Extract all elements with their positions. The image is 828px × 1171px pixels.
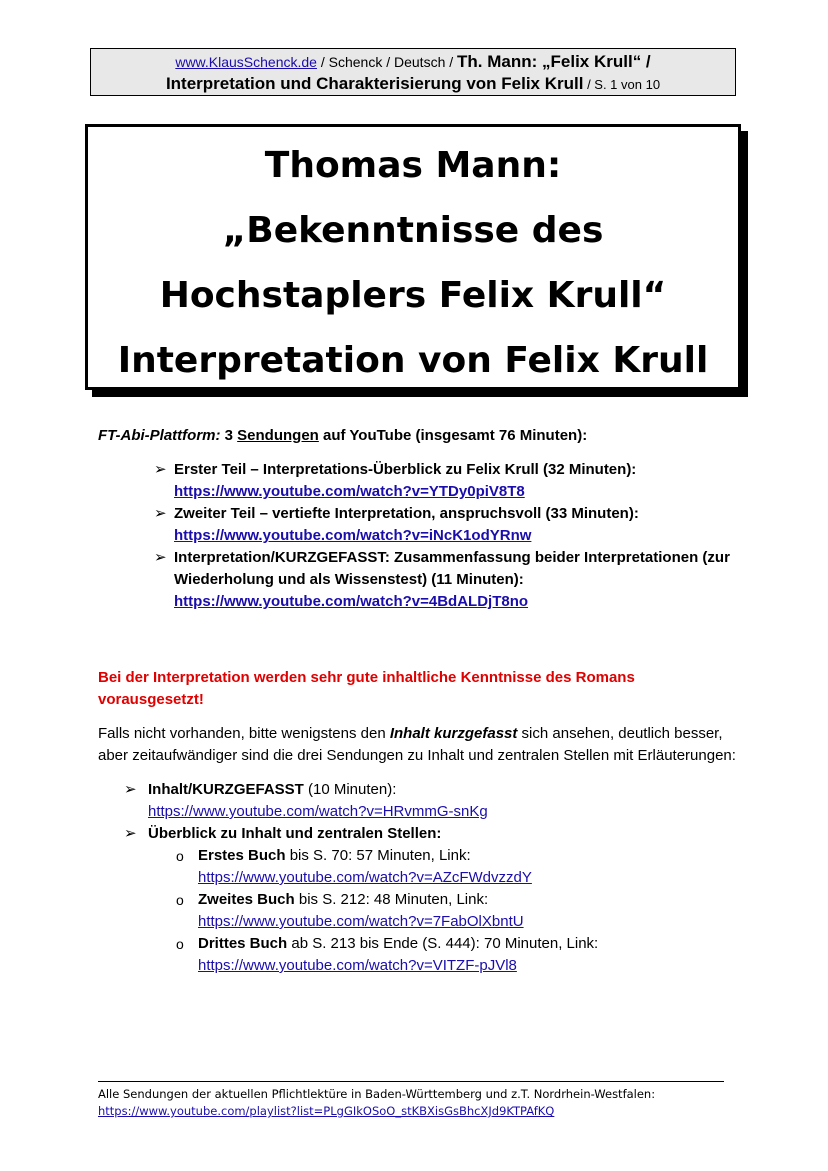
- item2-bold: Überblick zu Inhalt und zentralen Stellen:: [148, 825, 442, 842]
- video-1-text: Erster Teil – Interpretations-Überblick zu Felix Krull (32 Minuten):: [174, 461, 637, 478]
- item1-bold: Inhalt/KURZGEFASST: [148, 781, 304, 798]
- arrow-bullet-icon: ➢: [124, 781, 137, 798]
- video-2-text: Zweiter Teil – vertiefte Interpretation, anspruchsvoll (33 Minuten):: [174, 505, 639, 522]
- header-breadcrumb: / Schenck / Deutsch /: [316, 54, 458, 70]
- book-1-link[interactable]: https://www.youtube.com/watch?v=AZcFWdvzzdY: [198, 869, 532, 886]
- title-line-2: „Bekenntnisse des: [222, 210, 604, 251]
- site-link[interactable]: www.KlausSchenck.de: [175, 54, 317, 70]
- book-1-title: Erstes Buch: [198, 847, 286, 864]
- circle-bullet-icon: o: [176, 848, 184, 864]
- list-item: [154, 503, 738, 547]
- intro-line: [98, 425, 738, 447]
- page-header: [90, 48, 736, 96]
- book-list: [148, 845, 738, 977]
- book-2-info: bis S. 212: 48 Minuten, Link:: [294, 891, 489, 908]
- arrow-bullet-icon: ➢: [124, 825, 137, 842]
- title-box: [85, 124, 741, 390]
- main-content: [98, 425, 738, 977]
- page-footer: [98, 1081, 724, 1120]
- list-item: [124, 779, 738, 823]
- video-list: [98, 459, 738, 613]
- book-3-link[interactable]: https://www.youtube.com/watch?v=VITZF-pJVl8: [198, 957, 517, 974]
- arrow-bullet-icon: ➢: [154, 505, 167, 522]
- item1-link[interactable]: https://www.youtube.com/watch?v=HRvmmG-snKg: [148, 803, 488, 820]
- platform-label: FT-Abi-Plattform:: [98, 427, 221, 444]
- circle-bullet-icon: o: [176, 936, 184, 952]
- book-3-info: ab S. 213 bis Ende (S. 444): 70 Minuten, Link:: [287, 935, 599, 952]
- arrow-bullet-icon: ➢: [154, 549, 167, 566]
- list-item: [154, 459, 738, 503]
- video-3-text: Interpretation/KURZGEFASST: Zusammenfassung beider Interpretationen (zur Wiederholung und als Wissenstest) (11 Minuten):: [174, 549, 730, 588]
- video-3-link[interactable]: https://www.youtube.com/watch?v=4BdALDjT8no: [174, 593, 529, 610]
- list-item: [124, 823, 738, 977]
- title-line-3: Hochstaplers Felix Krull“: [159, 275, 667, 316]
- info-paragraph: [98, 723, 738, 767]
- book-3-title: Drittes Buch: [198, 935, 288, 952]
- content-list: [98, 779, 738, 977]
- circle-bullet-icon: o: [176, 892, 184, 908]
- video-1-link[interactable]: https://www.youtube.com/watch?v=YTDy0piV8T8: [174, 483, 525, 500]
- book-2-title: Zweites Buch: [198, 891, 295, 908]
- item1-rest: (10 Minuten):: [303, 781, 397, 798]
- header-title-1: Th. Mann: „Felix Krull“ /: [457, 52, 651, 71]
- intro-rest: auf YouTube (insgesamt 76 Minuten):: [318, 427, 588, 444]
- video-2-link[interactable]: https://www.youtube.com/watch?v=iNcK1odYRnw: [174, 527, 532, 544]
- list-item: [154, 547, 738, 613]
- footer-link[interactable]: https://www.youtube.com/playlist?list=PLgGIkOSoO_stKBXisGsBhcXJd9KTPAfKQ: [98, 1104, 555, 1118]
- list-item: [176, 933, 738, 977]
- title-line-1: Thomas Mann:: [264, 145, 562, 186]
- arrow-bullet-icon: ➢: [154, 461, 167, 478]
- page-info: / S. 1 von 10: [583, 77, 661, 92]
- footer-text: Alle Sendungen der aktuellen Pflichtlektüre in Baden-Württemberg und z.T. Nordrhein-Westfalen:: [98, 1087, 656, 1101]
- sendungen-word: Sendungen: [237, 427, 319, 444]
- para-part-2: sich ansehen, deutlich besser, aber zeitaufwändiger sind die drei Sendungen zu Inhalt und zentralen Stellen mit Erläuterungen:: [98, 725, 736, 764]
- book-1-info: bis S. 70: 57 Minuten, Link:: [285, 847, 471, 864]
- header-title-2: Interpretation und Charakterisierung von Felix Krull: [165, 74, 584, 93]
- list-item: [176, 845, 738, 889]
- warning-text: Bei der Interpretation werden sehr gute inhaltliche Kenntnisse des Romans vorausgesetzt!: [98, 669, 635, 708]
- book-2-link[interactable]: https://www.youtube.com/watch?v=7FabOlXbntU: [198, 913, 524, 930]
- intro-count: 3: [220, 427, 238, 444]
- para-part-1: Falls nicht vorhanden, bitte wenigstens den: [98, 725, 390, 742]
- title-line-4: Interpretation von Felix Krull: [117, 340, 709, 381]
- para-emphasis: Inhalt kurzgefasst: [389, 725, 518, 742]
- list-item: [176, 889, 738, 933]
